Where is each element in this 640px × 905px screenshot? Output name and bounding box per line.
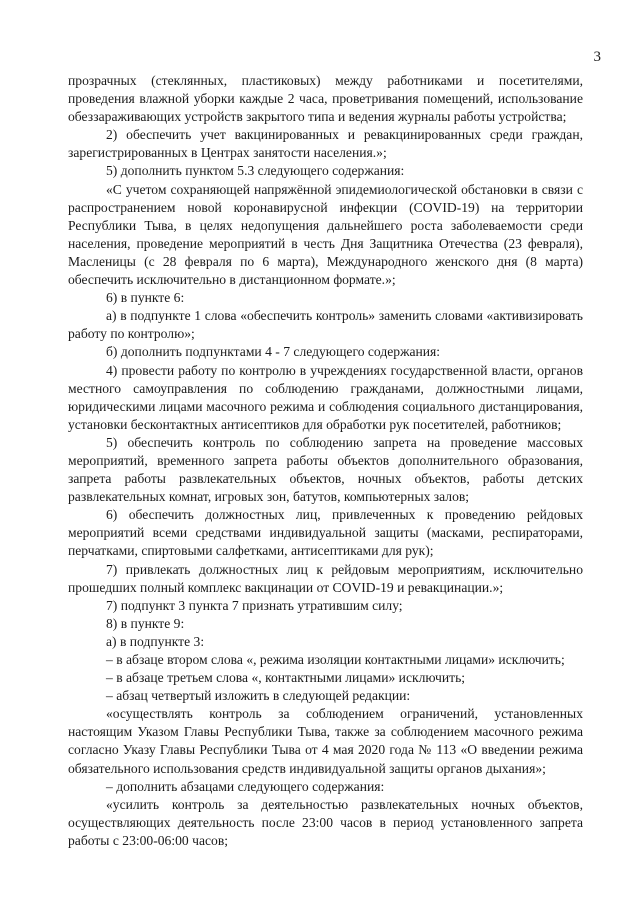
paragraph: 8) в пункте 9:: [106, 615, 185, 631]
paragraph: 5) дополнить пунктом 5.3 следующего содержания:: [106, 163, 405, 179]
paragraph: а) в подпункте 3:: [106, 633, 205, 649]
paragraph: 7) подпункт 3 пункта 7 признать утратившим силу;: [106, 597, 403, 613]
paragraph: 7) привлекать должностных лиц к рейдовым мероприятиям, исключительно прошедших полный комплекс вакцинации от COVID-19 и ревакцинации.»;: [68, 561, 583, 595]
paragraph: 4) провести работу по контролю в учреждениях государственной власти, органов местного самоуправления по соблюдению гражданами, должностными лицами, юридическими лицами масочного режима и соблюдения социального дистанцирования, установки бесконтактных антисептиков для обработки рук посетителей, работников;: [68, 362, 583, 432]
document-body: [68, 72, 583, 850]
paragraph: «усилить контроль за деятельностью развлекательных ночных объектов, осуществляющих деятельность после 23:00 часов в период установленного запрета работы с 23:00-06:00 часов;: [68, 796, 583, 848]
paragraph: 6) в пункте 6:: [106, 290, 185, 306]
paragraph: – в абзаце третьем слова «, контактными лицами» исключить;: [106, 670, 466, 686]
paragraph: – дополнить абзацами следующего содержания:: [106, 778, 385, 794]
paragraph: б) дополнить подпунктами 4 - 7 следующего содержания:: [106, 344, 441, 360]
paragraph: а) в подпункте 1 слова «обеспечить контроль» заменить словами «активизировать работу по контролю»;: [68, 308, 583, 342]
paragraph: 6) обеспечить должностных лиц, привлеченных к проведению рейдовых мероприятий всеми средствами индивидуальной защиты (масками, респираторами, перчатками, спиртовыми салфетками, антисептиками для рук);: [68, 507, 583, 559]
paragraph: – абзац четвертый изложить в следующей редакции:: [106, 688, 411, 704]
paragraph: прозрачных (стеклянных, пластиковых) между работниками и посетителями, проведения влажной уборки каждые 2 часа, проветривания помещений, использование обеззараживающих устройств закрытого типа и ведения журналы работы устройства;: [68, 73, 583, 125]
paragraph: – в абзаце втором слова «, режима изоляции контактными лицами» исключить;: [106, 652, 565, 667]
paragraph: 5) обеспечить контроль по соблюдению запрета на проведение массовых мероприятий, временного запрета работы объектов дополнительного образования, запрета работы развлекательных объектов, ночных объектов, работы детских развлекательных комнат, игровых зон, батутов, компьютерных залов;: [68, 434, 583, 505]
paragraph: 2) обеспечить учет вакцинированных и ревакцинированных среди граждан, зарегистрированных в Центрах занятости населения.»;: [68, 127, 583, 161]
paragraph: «С учетом сохраняющей напряжённой эпидемиологической обстановки в связи с распространением новой коронавирусной инфекции (COVID-19) на территории Республики Тыва, в целях недопущения дальнейшего роста заболеваемости среди населения, проведение мероприятий в честь Дня Защитника Отечества (23 февраля), Масленицы (с 28 февраля по 6 марта), Международного женского дня (8 марта) обеспечить исключительно в дистанционном формате.»;: [68, 181, 583, 288]
paragraph: «осуществлять контроль за соблюдением ограничений, установленных настоящим Указом Главы Республики Тыва, также за соблюдением масочного режима согласно Указу Главы Республики Тыва от 4 мая 2020 года № 113 «О введении режима обязательного использования средств индивидуальной защиты органов дыхания»;: [68, 706, 583, 776]
page-number: 3: [593, 49, 601, 65]
